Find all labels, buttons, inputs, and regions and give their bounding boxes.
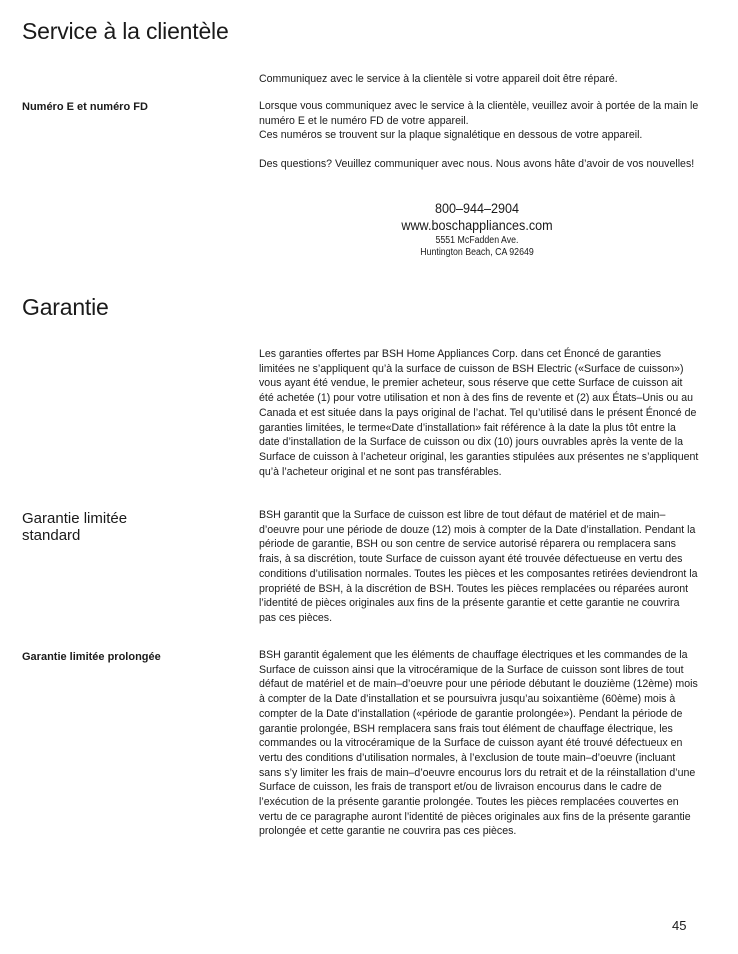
extended-warranty-text: BSH garantit également que les éléments de chauffage électriques et les commandes de la Surface de cuisson ainsi que la vitrocéramique de la Surface de cuisson sont libres de tout défaut de matériel et de main–d’oeuvre pour une période débutant le douzième (12ème) mois à compter de la Date d’installation et se poursuivra jusqu’au soixantième (60ème) mois à compter de la Date d’installation («période de garantie prolongée»). Pendant la période de garantie prolongée, BSH remplacera sans frais tout élément de chauffage électrique, les commandes ou la vitrocéramique de la Surface de cuisson ayant été trouvé défectueux en vertu des conditions d’utilisation normales, à l’exclusion de toute main–d’oeuvre (incluant sans s’y limiter les frais de main–d’oeuvre encourus lors du retrait et de la réinstallation d’une Surface de cuisson, les frais de transport et/ou de livraison encourus dans le cadre de l’exécution de la présente garantie prolongée. Toutes les pièces remplacées couvertes en vertu de ce paragraphe auront l’identité de pièces originales aux fins de la présente garantie prolongée et cette garantie ne couvrira pas ces pièces. [259, 649, 698, 838]
e-fd-number-label: Numéro E et numéro FD [22, 101, 148, 113]
contact-phone: 800–944–2904 [434, 200, 520, 216]
contact-block [259, 200, 695, 259]
warranty-title: Garantie [22, 294, 109, 320]
standard-warranty-heading-line2: standard [22, 527, 81, 544]
questions-paragraph: Des questions? Veuillez communiquer avec nous. Nous avons hâte d’avoir de vos nouvelles! [259, 158, 695, 170]
e-fd-paragraph-line2: Ces numéros se trouvent sur la plaque signalétique en dessous de votre appareil. [259, 129, 643, 142]
contact-address-line1: 5551 McFadden Ave. [435, 235, 519, 246]
standard-warranty-heading [22, 510, 127, 544]
e-fd-paragraph [259, 99, 699, 143]
e-fd-paragraph-line1: Lorsque vous communiquez avec le service à la clientèle, veuillez avoir à portée de la main le numéro E et le numéro FD de votre appareil. [259, 100, 699, 127]
page-number: 45 [672, 918, 687, 933]
standard-warranty-heading-line1: Garantie limitée [22, 510, 128, 527]
service-title: Service à la clientèle [22, 18, 229, 44]
standard-warranty-text: BSH garantit que la Surface de cuisson est libre de tout défaut de matériel et de main–d’oeuvre pour une période de douze (12) mois à compter de la Date d’installation. Pendant la période de garantie, BSH ou son centre de service autorisé réparera ou remplacera sans frais, à sa discrétion, toute Surface de cuisson ayant été trouvée défectueuse en vertu des conditions d’utilisation normales. Toutes les pièces et les composantes retirées deviendront la propriété de BSH, à la discrétion de BSH. Toutes les pièces remplacées ou réparées auront l’identité de pièces originales aux fins de la présente garantie et cette garantie ne couvrira pas ces pièces. [259, 509, 698, 624]
warranty-intro: Les garanties offertes par BSH Home Appliances Corp. dans cet Énoncé de garanties limitées ne s’appliquent qu’à la surface de cuisson de BSH Electric («Surface de cuisson») vous ayant été vendue, le premier acheteur, sous réserve que cette Surface de cuisson ait été achetée (1) pour votre utilisation et non à des fins de revente et (2) aux États–Unis ou au Canada et est située dans la pays original de l’achat. Tel qu’utilisé dans le présent Énoncé de garanties limitées, le terme«Date d’installation» fait référence à la date la plus tôt entre la date d’installation de la Surface de cuisson ou dix (10) jours ouvrables après la vente de la Surface de cuisson à l’acheteur original, les garanties stipulées aux présentes ne s’appliquent qu’à l’acheteur original et ne sont pas transférables. [259, 348, 699, 478]
contact-address-line2: Huntington Beach, CA 92649 [420, 247, 534, 258]
extended-warranty-heading: Garantie limitée prolongée [22, 651, 161, 663]
contact-website: www.boschappliances.com [401, 217, 553, 233]
service-intro: Communiquez avec le service à la clientèle si votre appareil doit être réparé. [259, 73, 618, 85]
